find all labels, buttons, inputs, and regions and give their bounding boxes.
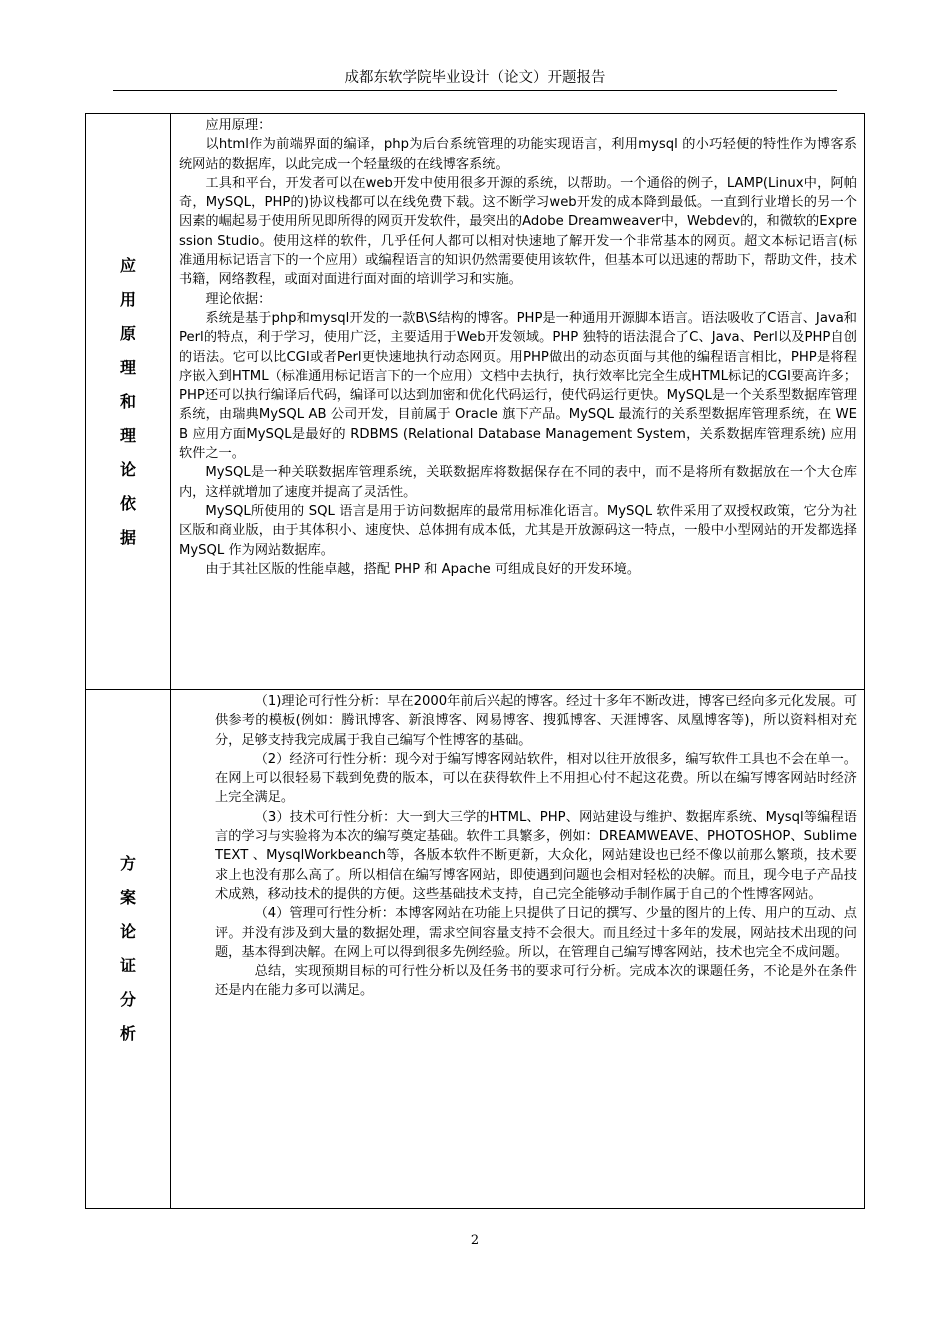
report-header-title: 成都东软学院毕业设计（论文）开题报告 [344,70,606,86]
section-label-cell [86,690,171,1209]
paragraph: 工具和平台，开发者可以在web开发中使用很多开源的系统，以帮助。一个通俗的例子，LAMP(Linux中，阿帕奇，MySQL，PHP的)协议栈都可以在线免费下载。这不断学习web开发的成本降到最低。一直到行业增长的另一个因素的崛起易于使用所见即所得的网页开发软件，最突出的Adobe Dreamweaver中，Webdev的，和微软的Expression Studio。使用这样的软件，几乎任何人都可以相对快速地了解开发一个非常基本的网页。超文本标记语言(标准通用标记语言下的一个应用）或编程语言的知识仍然需要使用该软件，但基本可以迅速的帮助下，帮助文件，技术书籍，网络教程，或面对面进行面对面的培训学习和实施。 [179,175,857,288]
paragraph: （4）管理可行性分析：本博客网站在功能上只提供了日记的撰写、少量的图片的上传、用户的互动、点评。并没有涉及到大量的数据处理，需求空间容量支持不会很大。而且经过十多年的发展，网站技术出现的问题，基本得到决解。在网上可以得到很多先例经验。所以，在管理自己编写博客网站，技术也完全不成问题。 [215,906,857,960]
section-content-principles [171,114,864,579]
paragraph: （2）经济可行性分析：现今对于编写博客网站软件，相对以往开放很多，编写软件工具也不会在单一。在网上可以很轻易下载到免费的版本，可以在获得软件上不用担心付不起这花费。所以在编写博客网站时经济上完全满足。 [215,751,857,806]
section-content-feasibility [171,690,864,1001]
subheading-application-principle: 应用原理： [205,118,272,133]
paragraph: 以html作为前端界面的编译，php为后台系统管理的功能实现语言，利用mysql 的小巧轻便的特性作为博客系统网站的数据库，以此完成一个轻量级的在线博客系统。 [179,137,857,172]
table-row [86,690,865,1209]
table-row [86,114,865,690]
section-content-cell [171,114,865,690]
paragraph: 总结，实现预期目标的可行性分析以及任务书的要求可行分析。完成本次的课题任务，不论是外在条件还是内在能力多可以满足。 [215,964,857,999]
section-label-principles: 应用原理和理论依据 [119,255,136,547]
report-table [85,113,865,1209]
section-label-cell [86,114,171,690]
paragraph: MySQL所使用的 SQL 语言是用于访问数据库的最常用标准化语言。MySQL 软件采用了双授权政策，它分为社区版和商业版，由于其体积小、速度快、总体拥有成本低，尤其是开放源码这一特点，一般中小型网站的开发都选择 MySQL 作为网站数据库。 [179,503,857,558]
page-number: 2 [470,1233,480,1248]
section-content-cell [171,690,865,1209]
paragraph: （1)理论可行性分析：早在2000年前后兴起的博客。经过十多年不断改进，博客已经向多元化发展。可供参考的模板(例如：腾讯博客、新浪博客、网易博客、搜狐博客、天涯博客、凤凰博客等)，所以资料相对充分，足够支持我完成属于我自己编写个性博客的基础。 [215,694,857,748]
section-label-feasibility: 方案论证分析 [119,854,136,1043]
paragraph: 由于其社区版的性能卓越，搭配 PHP 和 Apache 可组成良好的开发环境。 [205,561,641,577]
paragraph: 系统是基于php和mysql开发的一款B\S结构的博客。PHP是一种通用开源脚本语言。语法吸收了C语言、Java和Perl的特点，利于学习，使用广泛，主要适用于Web开发领域。PHP 独特的语法混合了C、Java、Perl以及PHP自创的语法。它可以比CGI或者Perl更快速地执行动态网页。用PHP做出的动态页面与其他的编程语言相比，PHP是将程序嵌入到HTML（标准通用标记语言下的一个应用）文档中去执行，执行效率比完全生成HTML标记的CGI要高许多；PHP还可以执行编译后代码，编译可以达到加密和优化代码运行，使代码运行更快。MySQL是一个关系型数据库管理系统，由瑞典MySQL AB 公司开发，目前属于 Oracle 旗下产品。MySQL 最流行的关系型数据库管理系统，在 WEB 应用方面MySQL是最好的 RDBMS (Relational Database Management System，关系数据库管理系统) 应用软件之一。 [179,310,857,462]
header-divider [113,90,837,91]
paragraph: （3）技术可行性分析：大一到大三学的HTML、PHP、网站建设与维护、数据库系统、Mysql等编程语言的学习与实验将为本次的编写奠定基础。软件工具繁多，例如：DREAMWEAVE、PHOTOSHOP、SublimeTEXT 、MysqlWorkbeanch等，各版本软件不断更新，大众化，网站建设也已经不像以前那么繁琐，技术要求上也没有那么高了。所以相信在编写博客网站，即使遇到问题也会相对轻松的决解。而且，现今电子产品技术成熟，移动技术的提供的方便。这些基础技术支持，自己完全能够动手制作属于自己的个性博客网站。 [215,809,857,902]
subheading-theory-basis: 理论依据： [205,291,272,307]
paragraph: MySQL是一种关联数据库管理系统，关联数据库将数据保存在不同的表中，而不是将所有数据放在一个大仓库内，这样就增加了速度并提高了灵活性。 [179,465,857,500]
